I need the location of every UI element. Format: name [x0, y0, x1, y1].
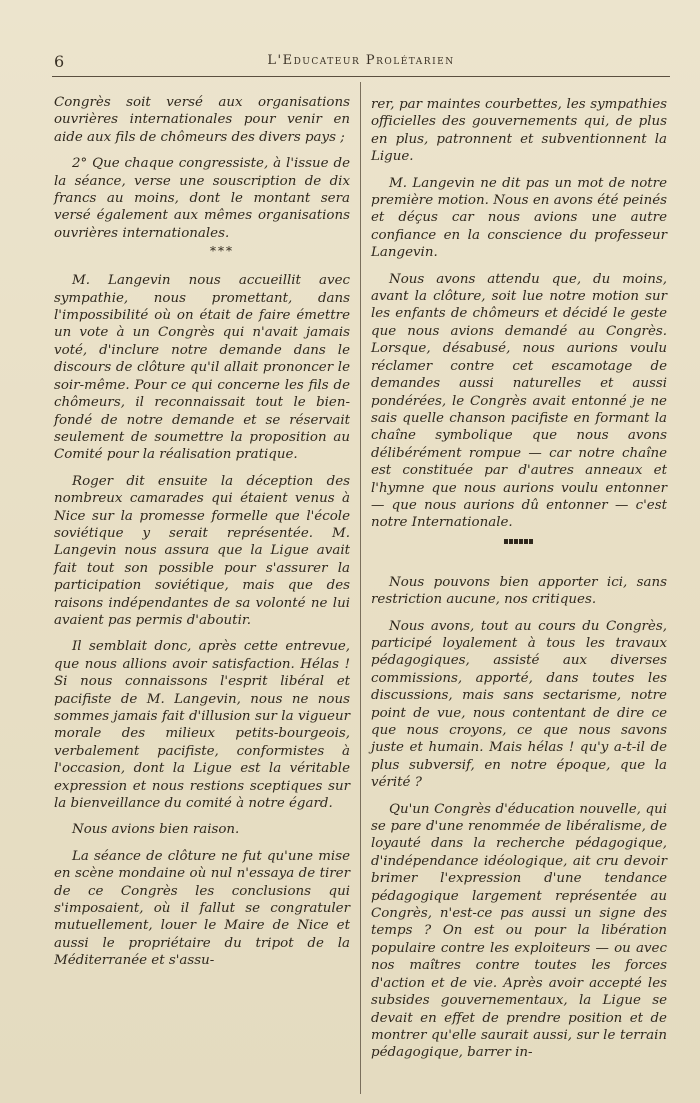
page-number: 6 — [54, 52, 65, 71]
section-separator: *** — [210, 244, 234, 259]
paragraph: Roger dit ensuite la déception des nombreux camarades qui étaient venus à Nice sur la promesse formelle que l'école soviétique y serait représentée. M. Langevin nous assura que la Ligue avait fait tout son possible pour s'assurer la participation soviétique, mais que des raisons indépendantes de sa volonté ne lui avaient pas permis d'aboutir. — [54, 473, 350, 628]
paragraph: La séance de clôture ne fut qu'une mise en scène mondaine où nul n'essaya de tirer de ce Congrès les conclusions qui s'imposaient, où il fallut se congratuler mutuellement, louer le Maire de Nice et aussi le propriétaire du tripot de la Méditerranée et s'assu- — [54, 848, 350, 969]
paragraph: Nous avons attendu que, du moins, avant la clôture, soit lue notre motion sur les enfants de chômeurs et décidé le geste que nous avions demandé au Congrès. Lorsque, désabusé, nous aurions voulu réclamer contre cet escamotage de demandes aussi naturelles et aussi pondérées, le Congrès avait entonné je ne sais quelle chanson pacifiste en formant la chaîne symbolique que nous avons délibérément rompue — car notre chaîne est constituée par d'autres anneaux et l'hymne que nous aurions voulu entonner — que nous aurions dû entonner — c'est notre Internationale. — [371, 271, 667, 531]
paragraph: Qu'un Congrès d'éducation nouvelle, qui se pare d'une renommée de libéralisme, de loyauté dans la recherche pédagogique, d'indépendance idéologique, ait cru devoir brimer l'expression d'une tendance pédagogique largement représentée au Congrès, n'est-ce pas aussi un signe des temps ? On est ou pour la libération populaire contre les exploiteurs — ou avec nos maîtres contre toutes les forces d'action et de vie. Après avoir accepté les subsides gouvernementaux, la Ligue se devait en effet de prendre position et de montrer qu'elle saurait aussi, sur le terrain pédagogique, barrer in- — [371, 801, 667, 1061]
paragraph: 2° Que chaque congressiste, à l'issue de la séance, verse une souscription de dix francs au moins, dont le montant sera versé également aux mêmes organisations ouvrières internationales. — [54, 156, 350, 241]
paragraph: M. Langevin nous accueillit avec sympathie, nous promettant, dans l'impossibilité où on était de faire émettre un vote à un Congrès qui n'avait jamais voté, d'inclure notre demande dans le discours de clôture qu'il allait prononcer le soir-même. Pour ce qui concerne les fils de chômeurs, il reconnaissait tout le bien-fondé de notre demande et se réservait seulement de soumettre la proposition au Comité pour la réalisation pratique. — [54, 273, 350, 463]
section-separator — [371, 536, 667, 546]
page-header — [52, 52, 670, 72]
running-head: L'Educateur Prolétarien — [267, 53, 455, 68]
right-column — [371, 96, 667, 1071]
left-column — [54, 94, 350, 979]
header-rule — [52, 76, 670, 77]
paragraph: M. Langevin ne dit pas un mot de notre première motion. Nous en avons été peinés et déçus car nous avions une autre confiance en la conscience du professeur Langevin. — [371, 175, 667, 261]
separator-bars-icon — [504, 539, 534, 544]
paragraph: Nous avions bien raison. — [72, 822, 240, 838]
column-divider — [360, 82, 361, 1094]
paragraph: Nous avons, tout au cours du Congrès, participé loyalement à tous les travaux pédagogiques, assisté aux diverses commissions, apporté, dans toutes les discussions, mais sans sectarisme, notre point de vue, nous contentant de dire ce que nous croyons, ce que nous savons juste et humain. Mais hélas ! qu'y a-t-il de plus subversif, en notre époque, que la vérité ? — [371, 618, 667, 791]
paragraph: Il semblait donc, après cette entrevue, que nous allions avoir satisfaction. Hélas ! Si nous connaissons l'esprit libéral et pacifiste de M. Langevin, nous ne nous sommes jamais fait d'illusion sur la vigueur morale des milieux petits-bourgeois, verbalement pacifiste, conformistes à l'occasion, dont la Ligue est la véritable expression et nous restions sceptiques sur la bienveillance du comité à notre égard. — [54, 639, 350, 812]
paragraph: Nous pouvons bien apporter ici, sans restriction aucune, nos critiques. — [371, 574, 667, 608]
paragraph: rer, par maintes courbettes, les sympathies officielles des gouvernements qui, de plus en plus, patronnent et subventionnent la Ligue. — [371, 97, 667, 165]
paragraph: Congrès soit versé aux organisations ouvrières internationales pour venir en aide aux fils de chômeurs des divers pays ; — [54, 95, 350, 145]
